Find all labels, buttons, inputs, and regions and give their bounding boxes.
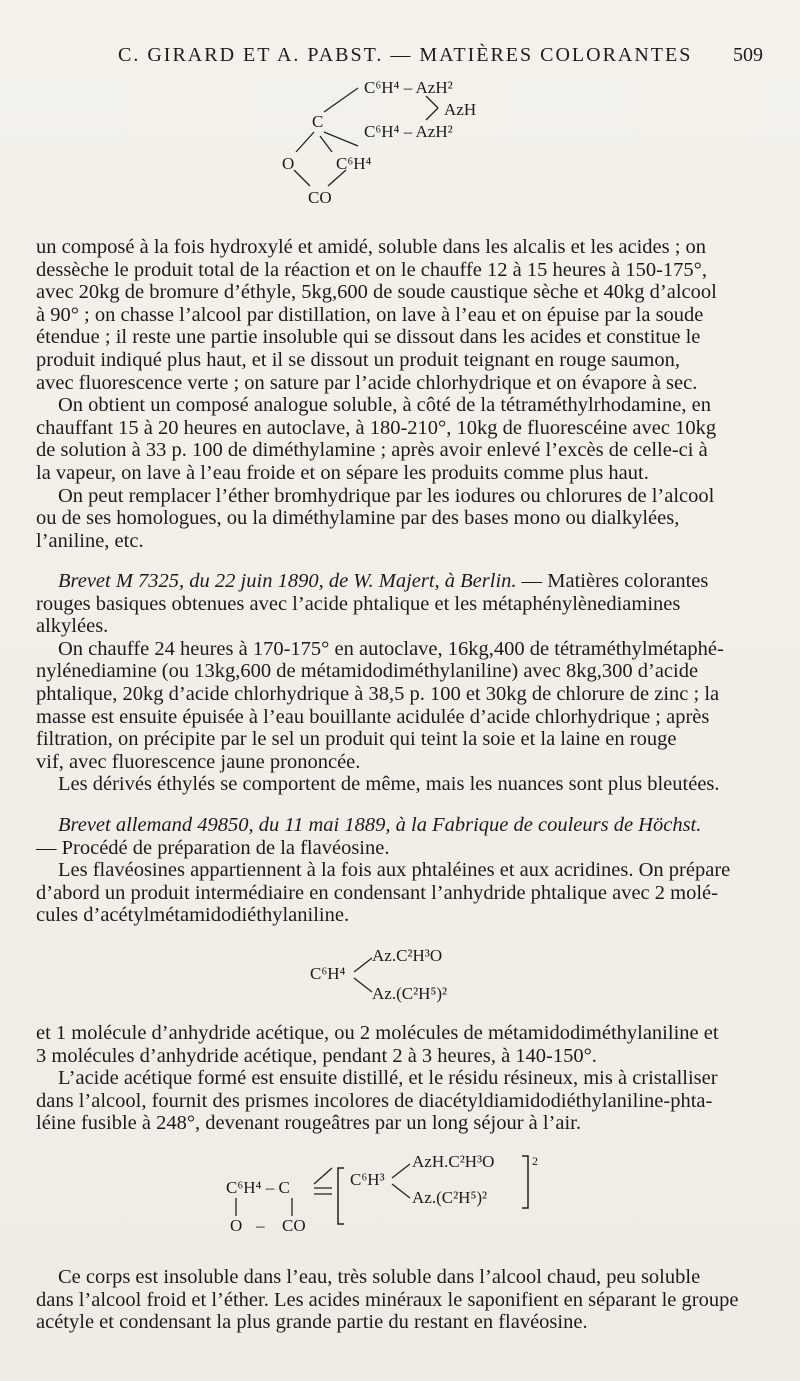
text-line: de solution à 33 p. 100 de diméthylamine ; après avoir enlevé l’excès de celle-ci à	[36, 439, 708, 462]
formula-3-dash: –	[256, 1216, 265, 1235]
text-line: acétyle et condensant la plus grande partie du restant en flavéosine.	[36, 1311, 588, 1334]
text-line: — Matières colorantes	[516, 570, 709, 592]
formula-3	[226, 1148, 566, 1240]
text-line: étendue ; il reste une partie insoluble qui se dissout dans les acides et constitue le	[36, 326, 701, 349]
formula-3-left: C⁶H⁴ – C	[226, 1178, 290, 1197]
formula-1-oxygen: O	[282, 154, 295, 173]
text-line: ou de ses homologues, ou la diméthylamine par des bases mono ou dialkylées,	[36, 507, 680, 530]
text-line: On chauffe 24 heures à 170-175° en autoclave, 16kg,400 de tétraméthylmétaphé-	[58, 637, 724, 660]
text-line: la vapeur, on lave à l’eau froide et on sépare les produits comme plus haut.	[36, 461, 649, 484]
formula-3-ring: C⁶H³	[350, 1170, 385, 1189]
formula-1-top: C⁶H⁴ – AzH²	[364, 78, 453, 97]
text-line: produit indiqué plus haut, et il se dissout un produit teignant en rouge saumon,	[36, 348, 680, 371]
text-line: d’abord un produit intermédiaire en condensant l’anhydride phtalique avec 2 molé-	[36, 881, 718, 904]
text-line: masse est ensuite épuisée à l’eau bouillante acidulée d’acide chlorhydrique ; après	[36, 705, 710, 728]
text-line: léine fusible à 248°, devenant rougeâtres par un long séjour à l’air.	[36, 1112, 582, 1135]
header-title: C. GIRARD ET A. PABST. — MATIÈRES COLORANTES	[118, 44, 693, 66]
formula-2-bottom: Az.(C²H⁵)²	[372, 984, 448, 1003]
text-line: dans l’alcool froid et l’éther. Les acides minéraux le saponifient en séparant le groupe	[36, 1288, 739, 1311]
formula-1-carbonyl: CO	[308, 188, 332, 207]
text-line: chauffant 15 à 20 heures en autoclave, à 180-210°, 10kg de fluorescéine avec 10kg	[36, 416, 717, 439]
text-line: L’acide acétique formé est ensuite distillé, et le résidu résineux, mis à cristalliser	[58, 1067, 718, 1090]
paragraph-block-2	[36, 570, 758, 796]
paragraph-block-3	[36, 814, 758, 927]
formula-1	[280, 74, 540, 214]
text-line: Les dérivés éthylés se comportent de même, mais les nuances sont plus bleutées.	[58, 773, 720, 796]
text-line: dessèche le produit total de la réaction et on le chauffe 12 à 15 heures à 150-175°,	[36, 258, 707, 281]
text-line: avec fluorescence verte ; on sature par l’acide chlorhydrique et on évapore à sec.	[36, 371, 698, 394]
text-line: Les flavéosines appartiennent à la fois aux phtaléines et aux acridines. On prépare	[58, 859, 731, 882]
formula-3-carbonyl: CO	[282, 1216, 306, 1235]
text-line: l’aniline, etc.	[36, 529, 144, 552]
text-line: et 1 molécule d’anhydride acétique, ou 2 molécules de métamidodiméthylaniline et	[36, 1022, 719, 1044]
formula-1-mid: C⁶H⁴ – AzH²	[364, 122, 453, 141]
text-line: On peut remplacer l’éther bromhydrique par les iodures ou chlorures de l’alcool	[58, 484, 715, 507]
text-line: nylénediamine (ou 13kg,600 de métamidodiméthylaniline) avec 8kg,300 d’acide	[36, 660, 699, 683]
paragraph-block-5	[36, 1266, 758, 1334]
text-line: cules d’acétylmétamidodiéthylaniline.	[36, 904, 350, 927]
text-line: vif, avec fluorescence jaune prononcée.	[36, 750, 361, 773]
text-line: avec 20kg de bromure d’éthyle, 5kg,600 de soude caustique sèche et 40kg d’alcool	[36, 281, 717, 304]
text-line: Ce corps est insoluble dans l’eau, très soluble dans l’alcool chaud, peu soluble	[58, 1266, 701, 1288]
formula-3-oxygen: O	[230, 1216, 243, 1235]
text-line: — Procédé de préparation de la flavéosine.	[36, 836, 390, 859]
running-header	[0, 44, 800, 70]
formula-3-bottom: Az.(C²H⁵)²	[412, 1188, 488, 1207]
formula-2-top: Az.C²H³O	[372, 946, 443, 965]
formula-1-ring: C⁶H⁴	[336, 154, 372, 173]
patent-reference: Brevet M 7325, du 22 juin 1890, de W. Majert, à Berlin.	[58, 570, 517, 592]
text-line: alkylées.	[36, 615, 109, 638]
text-line: phtalique, 20kg d’acide chlorhydrique à 38,5 p. 100 et 30kg de chlorure de zinc ; la	[36, 682, 720, 705]
text-line: dans l’alcool, fournit des prismes incolores de diacétyldiamidodiéthylaniline-phta-	[36, 1089, 713, 1112]
text-line: à 90° ; on chasse l’alcool par distillation, on lave à l’eau et on épuise par la soude	[36, 303, 704, 326]
formula-1-amine: AzH	[444, 100, 477, 119]
page-number: 509	[733, 44, 763, 66]
formula-3-top: AzH.C²H³O	[412, 1152, 495, 1171]
paragraph-block-4	[36, 1022, 758, 1135]
formula-2	[310, 946, 510, 1010]
text-line: filtration, on précipite par le sel un produit qui teint la soie et la laine en rouge	[36, 728, 677, 751]
text-line: On obtient un composé analogue soluble, à côté de la tétraméthylrhodamine, en	[58, 394, 711, 417]
text-line: un composé à la fois hydroxylé et amidé, soluble dans les alcalis et les acides ; on	[36, 236, 707, 258]
formula-2-ring: C⁶H⁴	[310, 964, 346, 983]
formula-1-carbon: C	[312, 112, 324, 131]
formula-3-exponent: 2	[532, 1154, 538, 1168]
text-line: rouges basiques obtenues avec l’acide phtalique et les métaphénylènediamines	[36, 592, 681, 615]
paragraph-block-1	[36, 236, 758, 552]
text-line: 3 molécules d’anhydride acétique, pendant 2 à 3 heures, à 140-150°.	[36, 1044, 597, 1067]
patent-reference: Brevet allemand 49850, du 11 mai 1889, à la Fabrique de couleurs de Höchst.	[58, 814, 702, 836]
